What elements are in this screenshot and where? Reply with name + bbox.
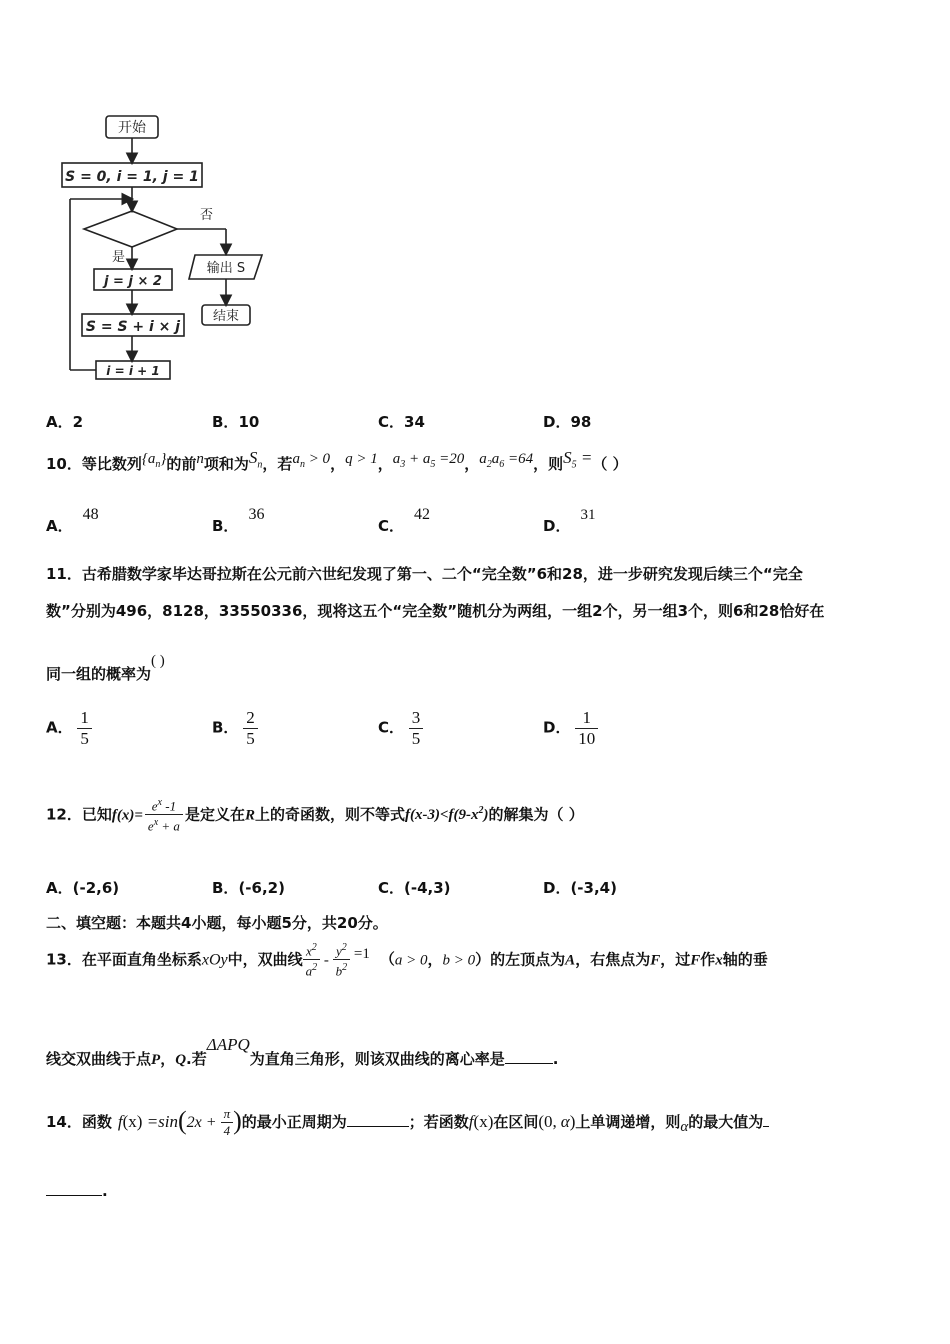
q14-line-1: 14．函数 f(x) =sin(2x + $\frac{\pi}{4}$ )的最小正周期为 ；若函数f(x)在区间(0, α)上单调递增，则α的最大值为 — [46, 1104, 769, 1139]
q9-option-a: A．2 — [46, 413, 84, 431]
q11-line-3: 同一组的概率为( ) — [46, 653, 165, 683]
q13-line-1: 13．在平面直角坐标系xOy中，双曲线 $\frac{x^2}{a^2}$ - $\frac{y^2}{b^2}$ =1 （a > 0，b > 0）的左顶点为A，右焦点为F，过F作x轴的垂 — [46, 942, 768, 979]
q14-period-blank[interactable] — [347, 1126, 409, 1127]
q11-option-d: D． $\frac{1}{10}$ — [543, 708, 598, 749]
q10-stem: 10．等比数列$\{a_n\}$的前n项和为$S_n$，若$a_n > 0$，q > 1，$a_3 + a_5 =20$，$a_2a_6 =64$，则$S_5$ =（ ） — [46, 448, 628, 473]
q12-option-a: A．(-2,6) — [46, 879, 120, 897]
q13-answer-blank[interactable] — [505, 1063, 553, 1064]
q10-option-b: B．36 — [212, 506, 265, 535]
q14-max-blank[interactable] — [46, 1195, 102, 1196]
q11-option-c: C． $\frac{3}{5}$ — [378, 708, 423, 749]
q12-stem: 12．已知f(x)= $\frac{e^x -1}{e^x + a}$ 是定义在R上的奇函数，则不等式$f(x-3)<f(9-x^2)$的解集为（ ） — [46, 797, 584, 834]
flow-output-label: 输出 S — [206, 261, 246, 276]
flow-start-label: 开始 — [118, 120, 146, 136]
flow-step-j-label: j = j × 2 — [104, 274, 162, 289]
q10-option-d: D．31 — [543, 507, 596, 535]
q12-option-c: C．(-4,3) — [378, 879, 451, 897]
q9-option-d: D．98 — [543, 413, 592, 431]
q12-option-d: D．(-3,4) — [543, 879, 617, 897]
flowchart — [40, 110, 290, 400]
q11-option-a: A． $\frac{1}{5}$ — [46, 708, 92, 749]
q13-line-2: 线交双曲线于点P，Q.若ΔAPQ为直角三角形，则该双曲线的离心率是 . — [46, 1035, 559, 1068]
q9-option-c: C．34 — [378, 413, 425, 431]
flow-no-label: 否 — [200, 208, 214, 223]
flow-yes-label: 是 — [112, 250, 126, 265]
flow-end-label: 结束 — [212, 309, 240, 324]
q11-line-2: 数”分别为496，8128，33550336，现将这五个“完全数”随机分为两组，一组2个，另一组3个，则6和28恰好在 — [46, 602, 825, 620]
flow-decision-diamond — [84, 211, 177, 247]
flow-step-s-label: S = S + i × j — [85, 319, 181, 335]
section-heading: 二、填空题：本题共4小题，每小题5分，共20分。 — [46, 914, 388, 932]
q14-line-2: . — [46, 1182, 108, 1200]
q11-option-b: B． $\frac{2}{5}$ — [212, 708, 258, 749]
q9-option-b: B．10 — [212, 413, 260, 431]
q10-option-a: A．48 — [46, 506, 99, 535]
flow-step-i-label: i = i + 1 — [106, 364, 160, 378]
flow-init-label: S = 0, i = 1, j = 1 — [65, 169, 199, 185]
q12-option-b: B．(-6,2) — [212, 879, 285, 897]
q11-line-1: 11．古希腊数学家毕达哥拉斯在公元前六世纪发现了第一、二个“完全数”6和28，进一步研究发现后续三个“完全 — [46, 565, 803, 583]
q10-option-c: C．42 — [378, 506, 431, 535]
